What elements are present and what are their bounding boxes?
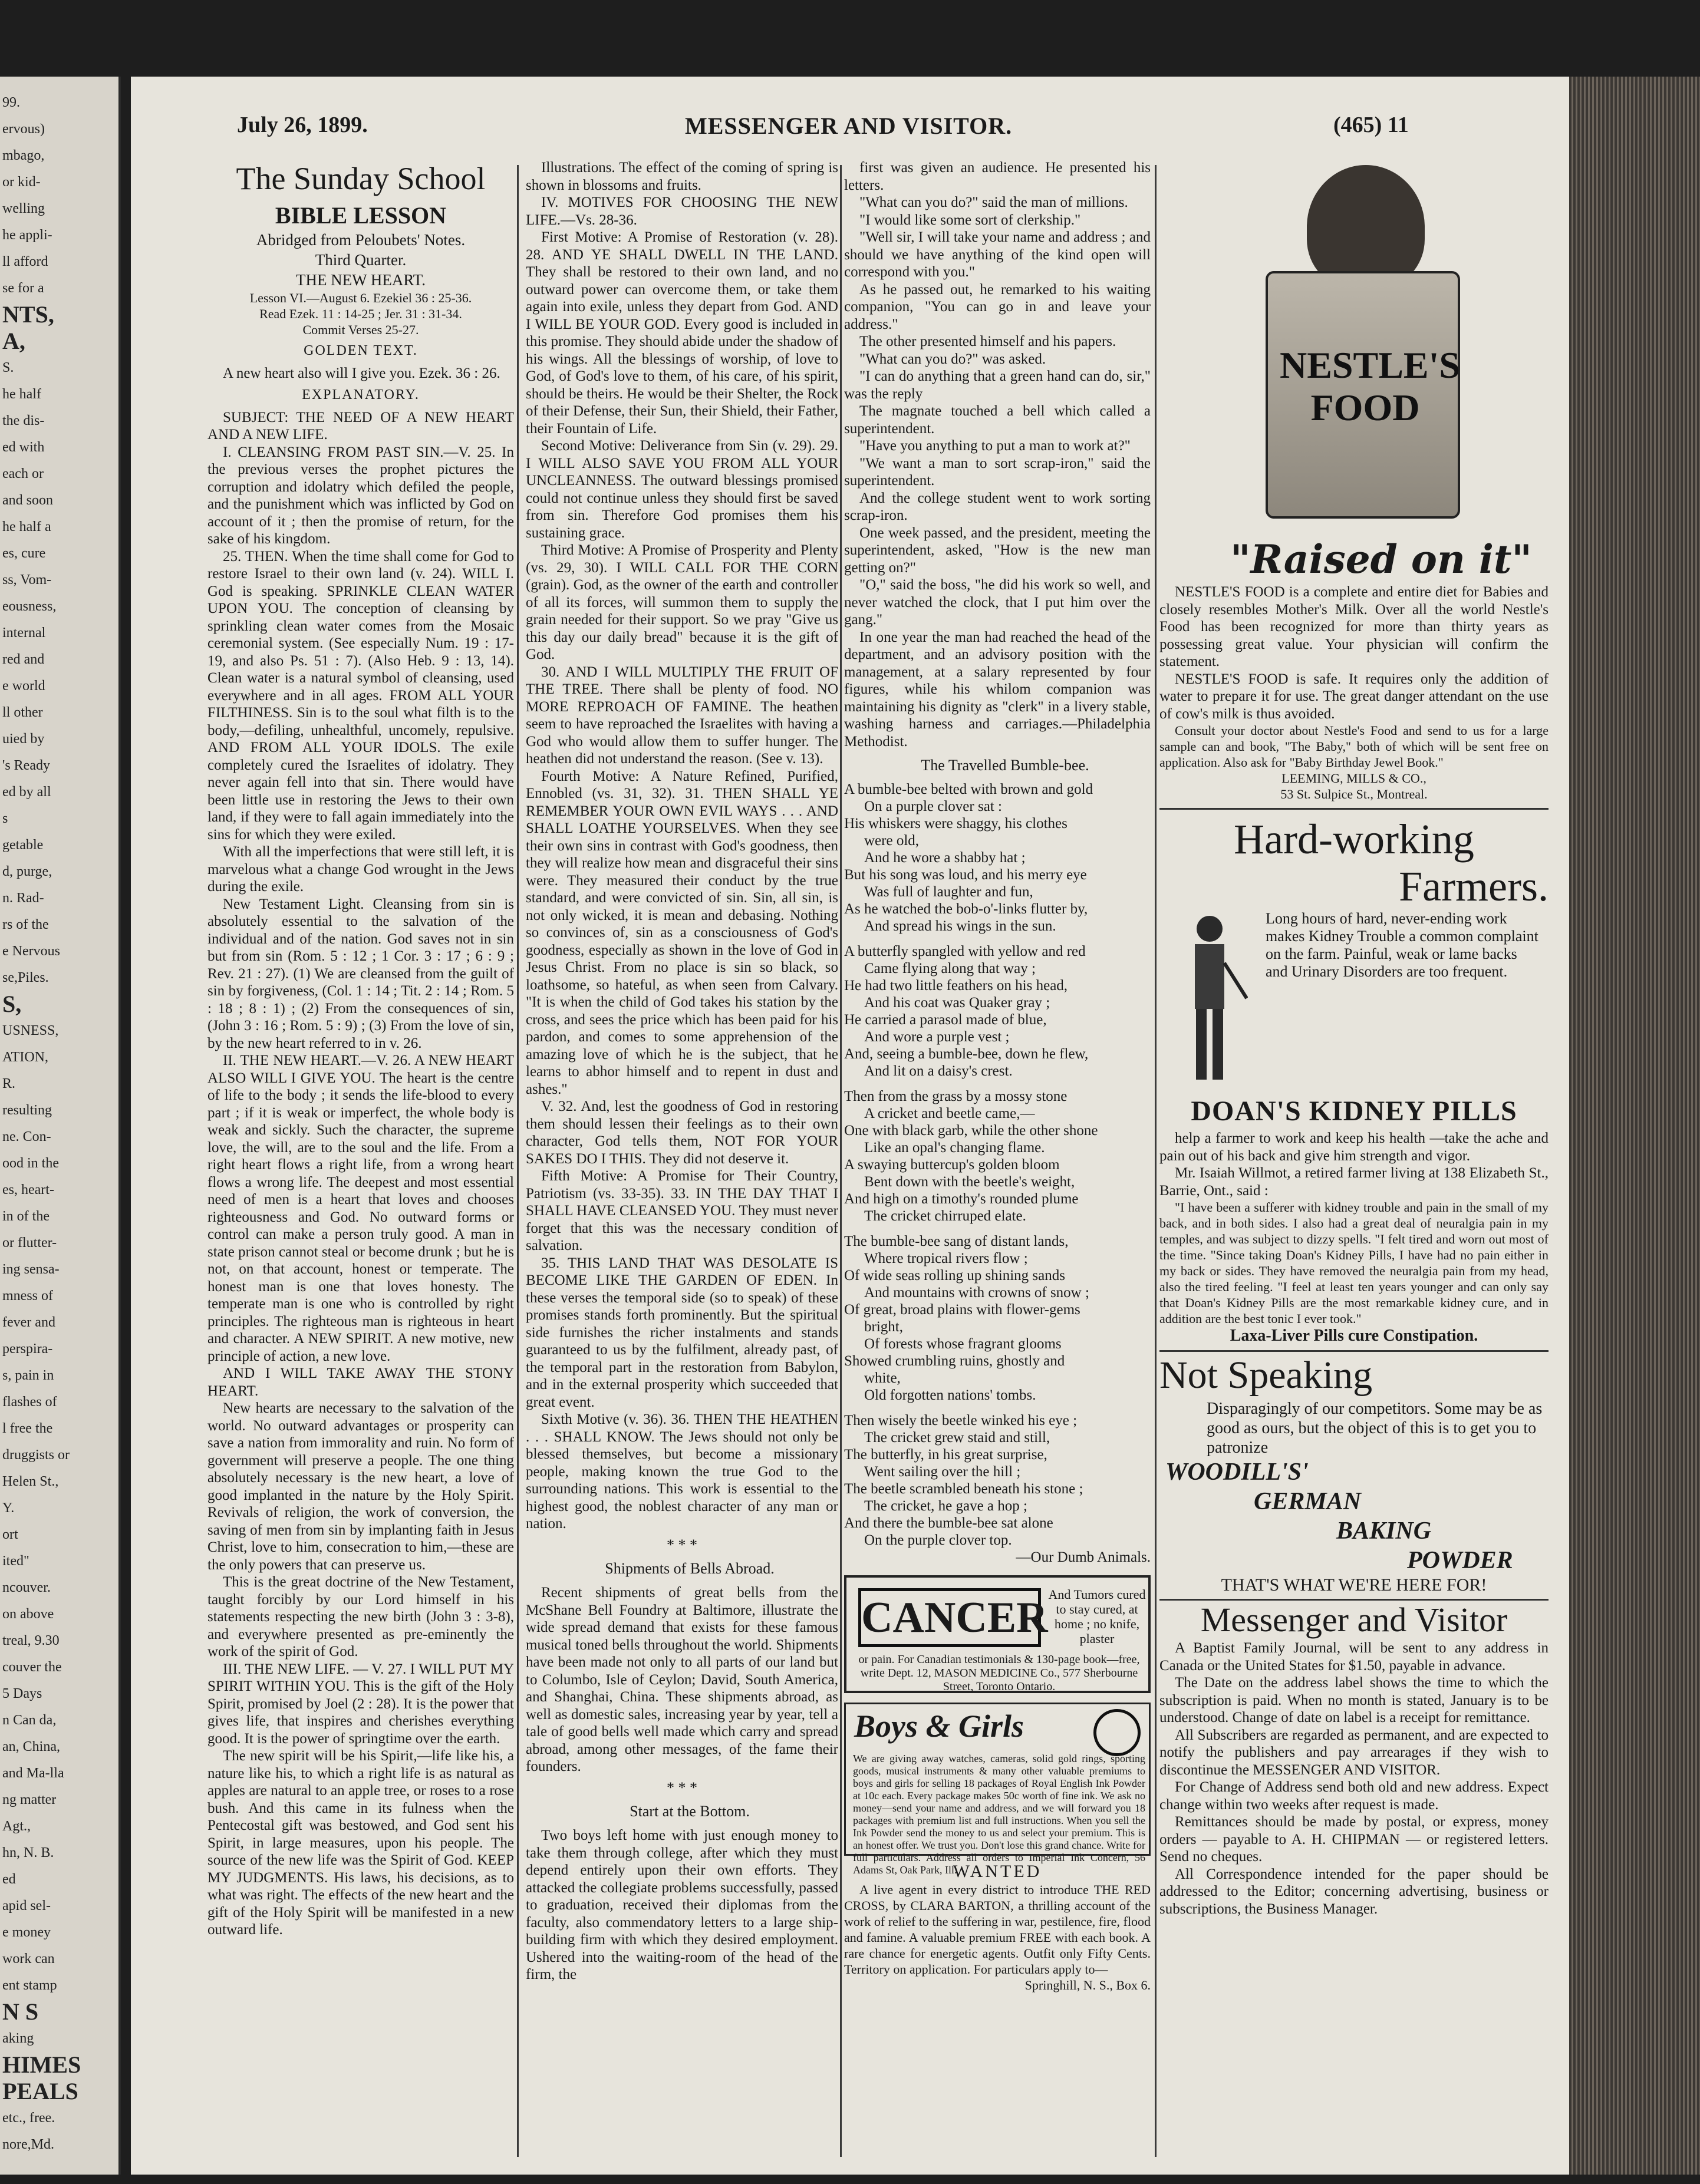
not-speaking-text: Disparagingly of our competitors. Some may be as good as ours, but the object of this is to get you to patronize xyxy=(1207,1400,1543,1457)
nestle-can-label: NESTLE'S FOOD xyxy=(1280,344,1460,428)
poem-line: The bumble-bee sang of distant lands, xyxy=(844,1233,1069,1249)
paragraph: The Date on the address label shows the time to which the subscription is paid. When no month is stated, January is to be understood. Change of date on label is a receipt for remittance. xyxy=(1159,1675,1549,1726)
messenger-visitor-heading: Messenger and Visitor xyxy=(1200,1601,1508,1639)
strip-fragment: red and xyxy=(2,652,45,667)
column-rule xyxy=(1155,165,1157,2157)
strip-fragment: 99. xyxy=(2,95,20,110)
poem-line: And mountains with crowns of snow ; xyxy=(864,1285,1089,1301)
paragraph: Fifth Motive: A Promise for Their Country, Patriotism (vs. 33-35). 33. IN THE DAY THAT I SHALL HAVE CLEANSED YOU. They must never forget that this was the necessary condition of salvation. xyxy=(526,1168,838,1253)
column-adverts xyxy=(1159,159,1549,2163)
not-speaking-heading: Not Speaking xyxy=(1159,1354,1373,1397)
nestle-signature: LEEMING, MILLS & CO., xyxy=(1281,771,1426,786)
laxa-liver-line: Laxa-Liver Pills cure Constipation. xyxy=(1159,1327,1549,1352)
poem-line: And lit on a daisy's crest. xyxy=(864,1063,1013,1079)
paragraph: Third Motive: A Promise of Prosperity and Plenty (vs. 29, 30). I WILL CALL FOR THE CORN (grain). God, as the owner of the earth and controller of all its forces, will summon them to supply the grain needed for their support. So we pray "Give us this day our daily bread" because it is the gift of God. xyxy=(526,542,838,662)
poem-body xyxy=(844,781,1151,1566)
doans-testimonial: "I have been a sufferer with kidney trouble and pain in the small of my back, and in both sides. I also had a great deal of neuralgia pain in my temples, and was subject to dizzy spells. "I felt tired and worn out most of the time. "Since taking Doan's Kidney Pills, I have had no pain either in my back or sides. They have removed the neuralgia pain from my head, also the tired feeling. "I feel at least ten years younger and can only say that Doan's Kidney Pills are the most remarkable kidney cure, and in addition are the best tonic I ever took." xyxy=(1159,1200,1549,1326)
explanatory-heading: EXPLANATORY. xyxy=(302,387,420,403)
strip-fragment: mness of xyxy=(2,1288,53,1304)
strip-fragment: d, purge, xyxy=(2,864,52,879)
strip-fragment: se,Piles. xyxy=(2,970,49,985)
poem-line: Was full of laughter and fun, xyxy=(864,884,1033,900)
paragraph: Illustrations. The effect of the coming of spring is shown in blossoms and fruits. xyxy=(526,160,838,193)
nestle-advert-image xyxy=(1159,159,1549,583)
strip-fragment: ent stamp xyxy=(2,1978,57,1993)
strip-fragment: each or xyxy=(2,466,44,481)
strip-fragment: he half xyxy=(2,387,41,402)
strip-fragment: S, xyxy=(2,991,22,1017)
paragraph: This is the great doctrine of the New Testament, taught forcibly by our Lord himself in his statements respecting the new birth (John 3 : 3-8), and everywhere presented as pre-eminently the work of the spirit of God. xyxy=(207,1574,514,1660)
wanted-address: Springhill, N. S., Box 6. xyxy=(1024,1978,1151,1992)
poem-line: He had two little feathers on his head, xyxy=(844,978,1068,994)
paragraph: The new spirit will be his Spirit,—life like his, a nature like his, to which a right life is as natural as apples are natural to an apple tree, or roses to a rose bush. And this came in its fulness when the Pentecostal gift was bestowed, and God sent his Spirit, in large measures, upon his people. The source of the new life was the Spirit of God. KEEP MY JUDGMENTS. His laws, his decisions, as to what was right. The effects of the new heart and the gift of the Holy Spirit will be manifested in a new outward life. xyxy=(207,1748,514,1938)
strip-fragment: ervous) xyxy=(2,121,45,137)
strip-fragment: treal, 9.30 xyxy=(2,1633,60,1648)
newspaper-page xyxy=(131,77,1569,2175)
adjacent-page-strip xyxy=(0,77,121,2175)
paragraph: The other presented himself and his papers. xyxy=(859,334,1116,349)
strip-fragment: resulting xyxy=(2,1103,52,1118)
woodill-1: WOODILL'S' xyxy=(1165,1459,1309,1486)
strip-fragment: 5 Days xyxy=(2,1686,42,1701)
strip-fragment: aking xyxy=(2,2031,34,2046)
paragraph: "Have you anything to put a man to work at?" xyxy=(859,438,1131,454)
poem-line: Went sailing over the hill ; xyxy=(864,1464,1021,1480)
strip-fragment: apid sel- xyxy=(2,1898,51,1914)
woodill-4: POWDER xyxy=(1407,1547,1513,1574)
strip-fragment: hn, N. B. xyxy=(2,1845,54,1860)
paragraph: In one year the man had reached the head of the department, and an advisory position with the management, at a salary represented by four figures, while his whilom companion was maintaining his dignity as "clerk" in a livery stable, washing harness and carriages.—Philadelphia Methodist. xyxy=(844,629,1151,750)
paragraph: All Correspondence intended for the paper should be addressed to the Editor; concerning advertising, business or subscriptions, the Business Manager. xyxy=(1159,1866,1549,1917)
strip-fragment: on above xyxy=(2,1606,54,1622)
strip-fragment: ss, Vom- xyxy=(2,572,52,588)
paragraph: "I can do anything that a green hand can do, sir," was the reply xyxy=(844,368,1151,402)
strip-fragment: work can xyxy=(2,1951,55,1967)
strip-fragment: ed by all xyxy=(2,784,51,800)
nestle-text-3: Consult your doctor about Nestle's Food and send to us for a large sample can and book, "The Baby," both of which will be sent free on application. Also ask for "Baby Birthday Jewel Book." xyxy=(1159,723,1549,770)
strip-fragment: he appli- xyxy=(2,227,52,243)
paragraph: I. CLEANSING FROM PAST SIN.—V. 25. In the previous verses the prophet pictures the corruption and idolatry which defiled the people, and the punishment which was inflicted by God on account of it ; then the promise of return, for the sake of his kingdom. xyxy=(207,444,514,547)
strip-fragment: internal xyxy=(2,625,46,641)
lesson-title: THE NEW HEART. xyxy=(295,271,426,289)
strip-fragment: uied by xyxy=(2,731,45,747)
paragraph: 30. AND I WILL MULTIPLY THE FRUIT OF THE TREE. There shall be plenty of food. NO MORE REPROACH OF FAMINE. The heathen seem to have reproached the Israelites with having a God who would allow them to suffer hunger. The heathen did not understand the reason. (See v. 13). xyxy=(526,664,838,767)
strip-fragment: e world xyxy=(2,678,45,694)
strip-fragment: Helen St., xyxy=(2,1474,59,1489)
poem-line: Came flying along that way ; xyxy=(864,961,1036,976)
bells-article: Recent shipments of great bells from the McShane Bell Foundry at Baltimore, illustrate the wide spread demand that exists for these famous musical toned bells throughout the world. Shipments have been made not only to all parts of our land but to Columbo, Isle of Ceylon; David, South America, and Shanghai, China. These shipments abroad, as well as domestic sales, increasing year by year, tell a tale of good bells well made which carry and spread abroad, among other messages, of the fame their founders. xyxy=(526,1585,838,1774)
strip-fragment: an, China, xyxy=(2,1739,60,1754)
poem-line: On the purple clover top. xyxy=(864,1532,1012,1548)
strip-fragment: PEALS xyxy=(2,2078,78,2104)
paragraph: III. THE NEW LIFE. — V. 27. I WILL PUT MY SPIRIT WITHIN YOU. This is the gift of the Holy Spirit, promised by Joel (2 : 28). It is the power that gives life, that inspires and cherishes everything good. It is the power of springtime over the earth. xyxy=(207,1661,514,1747)
lesson-body-continued xyxy=(526,159,838,1533)
strip-fragment: ng matter xyxy=(2,1792,57,1807)
cancer-details: or pain. For Canadian testimonials & 130-page book—free, write Dept. 12, MASON MEDICINE Co., 577 Sherbourne Street, Toronto Ontario. xyxy=(858,1653,1140,1693)
paragraph: With all the imperfections that were still left, it is marvelous what a change God wrought in the Jews during the exile. xyxy=(207,844,514,895)
poem-line: His whiskers were shaggy, his clothes xyxy=(844,816,1068,832)
poem-line: Like an opal's changing flame. xyxy=(864,1140,1045,1156)
nestle-can xyxy=(1266,271,1460,519)
nestle-text-1: NESTLE'S FOOD is a complete and entire diet for Babies and closely resembles Mother's Milk. Over all the world Nestle's Food has been recognized for more than thirty years as possessing great value. Your physician will confirm the statement. xyxy=(1159,584,1549,669)
strip-fragment: ne. Con- xyxy=(2,1129,51,1144)
poem-line: And, seeing a bumble-bee, down he flew, xyxy=(844,1046,1089,1062)
farmer-text: Long hours of hard, never-ending work makes Kidney Trouble a common complaint on the farm. Painful, weak or lame backs and Urinary Disorders are too frequent. xyxy=(1266,910,1538,980)
lesson-line: Lesson VI.—August 6. Ezekiel 36 : 25-36. xyxy=(249,291,472,305)
poem-title: The Travelled Bumble-bee. xyxy=(921,757,1089,774)
poem-line: A cricket and beetle came,— xyxy=(864,1106,1035,1121)
strip-fragment: s xyxy=(2,811,8,826)
strip-fragment: ed xyxy=(2,1872,16,1887)
poem-line: And wore a purple vest ; xyxy=(864,1029,1010,1045)
poem-line: The beetle scrambled beneath his stone ; xyxy=(844,1481,1083,1497)
poem-line: And his coat was Quaker gray ; xyxy=(864,995,1050,1011)
strip-fragment: flashes of xyxy=(2,1394,57,1410)
poem-line: Then from the grass by a mossy stone xyxy=(844,1088,1068,1104)
strip-fragment: perspira- xyxy=(2,1341,53,1357)
paragraph: "We want a man to sort scrap-iron," said the superintendent. xyxy=(844,455,1151,489)
separator-stars: * * * xyxy=(667,1536,697,1553)
strip-fragment: and Ma-lla xyxy=(2,1766,64,1781)
strip-fragment: in of the xyxy=(2,1209,50,1224)
paragraph: New Testament Light. Cleansing from sin is absolutely essential to the salvation of the individual and of the nation. God saves not in sin but from sin (Rom. 5 : 12 ; 1 Cor. 3 : 17 ; 6 : 9 ; Rev. 21 : 27). (1) We are cleansed from the guilt of sin by forgiveness, (Col. 1 : 14 ; Tit. 2 : 14 ; Rom. 5 : 18 ; 8 : 1) ; (2) From the consequences of sin, (John 3 : 16 ; Rom. 5 : 9) ; (3) From the love of sin, by the new heart referred to in v. 26. xyxy=(207,896,514,1051)
farmer-block xyxy=(1159,910,1549,1093)
strip-fragment: R. xyxy=(2,1076,16,1091)
poem-line: Of forests whose fragrant glooms xyxy=(864,1336,1062,1352)
poem-line: The cricket grew staid and still, xyxy=(864,1430,1050,1446)
strip-fragment: he half a xyxy=(2,519,51,535)
strip-fragment: ncouver. xyxy=(2,1580,51,1595)
column-sunday-school xyxy=(207,159,514,2163)
doans-testimonial-intro: Mr. Isaiah Willmot, a retired farmer living at 138 Elizabeth St., Barrie, Ont., said : xyxy=(1159,1165,1549,1199)
poem-line: On a purple clover sat : xyxy=(864,799,1002,814)
paragraph: AND I WILL TAKE AWAY THE STONY HEART. xyxy=(207,1365,514,1399)
commit-verses: Commit Verses 25-27. xyxy=(302,322,419,337)
paragraph: first was given an audience. He presented his letters. xyxy=(844,160,1151,193)
strip-fragment: n Can da, xyxy=(2,1713,57,1728)
boys-girls-title: Boys & Girls xyxy=(854,1708,1024,1744)
paragraph: The magnate touched a bell which called a superintendent. xyxy=(844,403,1151,437)
strip-fragment: NTS, xyxy=(2,301,54,328)
column-story-poem xyxy=(844,159,1151,2163)
poem-line: One with black garb, while the other shone xyxy=(844,1123,1098,1139)
paragraph: "I would like some sort of clerkship." xyxy=(859,212,1081,228)
column-lesson-continued xyxy=(526,159,838,2163)
quarter: Third Quarter. xyxy=(315,251,407,269)
strip-fragment: getable xyxy=(2,837,44,853)
poem-line: Then wisely the beetle winked his eye ; xyxy=(844,1413,1078,1428)
paragraph: And the college student went to work sorting scrap-iron. xyxy=(844,490,1151,523)
strip-fragment: N S xyxy=(2,1998,39,2025)
strip-fragment: HIMES xyxy=(2,2051,81,2078)
paragraph: First Motive: A Promise of Restoration (v. 28). 28. AND YE SHALL DWELL IN THE LAND. They shall be restored to their own land, and no outward power can overcome them, or take them again into exile, unless they depart from God. AND I WILL BE YOUR GOD. Every good is included in this promise. They should abide under the shadow of his wings. All the blessings of worship, of love to God, of God's love to them, of his care, of his spirit, should be theirs. He would be their Shelter, the Rock of their Defense, their Sun, their Shield, their Father, their Fountain of Life. xyxy=(526,229,838,437)
strip-fragment: se for a xyxy=(2,281,44,296)
strip-fragment: e Nervous xyxy=(2,943,60,959)
strip-fragment: ort xyxy=(2,1527,18,1542)
column-rule xyxy=(840,165,842,2157)
strip-fragment: 's Ready xyxy=(2,758,50,773)
strip-fragment: Y. xyxy=(2,1500,15,1516)
paragraph: 25. THEN. When the time shall come for God to restore Israel to their own land (v. 24). WILL I. God is speaking. SPRINKLE CLEAN WATER UPON YOU. The conception of cleansing by sprinkling clean water comes from the Mosaic ceremonial system. (See especially Num. 19 : 17-19, and also Ps. 51 : 7). (Also Heb. 9 : 13, 14). Clean water is a natural symbol of cleansing, used everywhere and in all ages. FROM ALL YOUR FILTHINESS. Sin is to the soul what filth is to the body,—defiling, unhealthful, uncomely, repulsive. AND FROM ALL YOUR IDOLS. The exile completely cured the Israelites of idolatry. They never again fell into that sin. There would have been little use in restoring the Jews to their own land, if they were to fall again immediately into the sins for which they were exiled. xyxy=(207,548,514,843)
doans-heading: DOAN'S KIDNEY PILLS xyxy=(1191,1096,1517,1127)
doans-text: help a farmer to work and keep his health —take the ache and pain out of his back and give him strength and vigor. xyxy=(1159,1130,1549,1164)
wanted-text: A live agent in every district to introduce THE RED CROSS, by CLARA BARTON, a thrilling account of the work of relief to the suffering in war, pestilence, fire, flood and famine. A valuable premium FREE with each book. A rare chance for energetic agents. Outfit only Fifty Cents. Territory on application. For particulars apply to— xyxy=(844,1882,1151,1977)
golden-text: A new heart also will I give you. Ezek. 36 : 26. xyxy=(223,365,500,381)
poem-line: A swaying buttercup's golden bloom xyxy=(844,1157,1060,1173)
strip-fragment: ood in the xyxy=(2,1156,59,1171)
bells-heading: Shipments of Bells Abroad. xyxy=(605,1560,775,1577)
wanted-heading: WANTED xyxy=(953,1862,1042,1881)
strip-fragment: ing sensa- xyxy=(2,1262,60,1277)
bottom-heading: Start at the Bottom. xyxy=(630,1803,750,1820)
poem-line: And he wore a shabby hat ; xyxy=(864,850,1026,866)
boys-girls-text: We are giving away watches, cameras, solid gold rings, sporting goods, musical instruments & many other valuable premiums to boys and girls for selling 18 packages of Royal English Ink Powder at 10c each. Every package makes 50c worth of fine ink. We ask no money—send your name and address, and we will forward you 18 packages with premium list and full instructions. When you sell the Ink Powder send the money to us and select your premium. This is an honest offer. We trust you. Don't lose this grand chance. Write for full particulars. Address all orders to Imperial Ink Concern, 56 Adams St, Oak Park, Ill. xyxy=(853,1753,1145,1876)
poem-line: A bumble-bee belted with brown and gold xyxy=(844,781,1093,797)
subject: SUBJECT: THE NEED OF A NEW HEART AND A NEW LIFE. xyxy=(207,409,514,443)
strip-fragment: mbago, xyxy=(2,148,45,163)
column-rule xyxy=(517,165,519,2157)
poem-line: Of wide seas rolling up shining sands xyxy=(844,1268,1065,1284)
masthead-title: MESSENGER AND VISITOR. xyxy=(685,113,1013,139)
strip-fragment: or flutter- xyxy=(2,1235,57,1251)
paragraph: Fourth Motive: A Nature Refined, Purified, Ennobled (vs. 31, 32). 31. THEN SHALL YE REMEMBER YOUR OWN EVIL WAYS . . . AND SHALL LOATHE YOURSELVES. When they see their own sins in contrast with God's goodness, then they will realize how mean and disgraceful their sins were. They measured their conduct by the true standard, and were convicted of sin. Sin, all sin, is not only wicked, it is mean and debasing. Nothing so convinces of, sin as a consciousness of God's goodness, especially as shown in the love of God in Jesus Christ. From no place is sin so black, so loathsome, so hateful, as when seen from Calvary. "It is when the child of God takes his station by the cross, and sees the price which has been paid for his pardon, and comes to some apprehension of the amazing love of which he is the subject, that he learns to abhor himself and to repent in dust and ashes." xyxy=(526,768,838,1097)
strip-fragment: ATION, xyxy=(2,1050,48,1065)
paragraph: New hearts are necessary to the salvation of the world. No outward advantages or prosperity can save a nation from immorality and ruin. No form of government will preserve a people. The one thing absolutely necessary is the new heart, a love of good implanted in the nature by the Holy Spirit. Revivals of religion, the work of conversion, the saving of men from sin by implanting faith in Jesus Christ, love to him, consecration to him,—these are the only powers that can preserve us. xyxy=(207,1400,514,1573)
poem-line: —Our Dumb Animals. xyxy=(1016,1549,1151,1565)
paragraph: V. 32. And, lest the goodness of God in restoring them should lessen their feelings as to their own character, God tells them, NOT FOR YOUR SAKES DO I THIS. They did not deserve it. xyxy=(526,1098,838,1167)
strip-fragment: couver the xyxy=(2,1660,62,1675)
reading: Read Ezek. 11 : 14-25 ; Jer. 31 : 31-34. xyxy=(259,306,462,321)
woodill-2: GERMAN xyxy=(1254,1488,1362,1515)
paragraph: As he passed out, he remarked to his waiting companion, "You can go in and leave your address." xyxy=(844,281,1151,332)
strip-fragment: druggists or xyxy=(2,1447,70,1463)
raised-on-it: "Raised on it" xyxy=(1230,536,1532,582)
strip-fragment: nore,Md. xyxy=(2,2137,54,2152)
abridged-note: Abridged from Peloubets' Notes. xyxy=(256,231,466,249)
poem-line: But his song was loud, and his merry eye xyxy=(844,867,1087,883)
poem-line: The butterfly, in his great surprise, xyxy=(844,1447,1047,1463)
strip-fragment: ll afford xyxy=(2,254,48,269)
messenger-visitor-notices xyxy=(1159,1639,1549,1918)
farmers-heading: Farmers. xyxy=(1399,863,1549,910)
strip-fragment: ll other xyxy=(2,705,43,720)
lesson-heading: BIBLE LESSON xyxy=(275,202,447,229)
poem-line: were old, xyxy=(864,833,920,849)
strip-fragment: es, cure xyxy=(2,546,46,561)
paragraph: For Change of Address send both old and new address. Expect change within two weeks after request is made. xyxy=(1159,1779,1549,1813)
cancer-claim: And Tumors cured to stay cured, at home ; no knife, plaster xyxy=(1048,1587,1146,1646)
paragraph: 35. THIS LAND THAT WAS DESOLATE IS BECOME LIKE THE GARDEN OF EDEN. In these verses the temporal side (so to speak) of these promises stands forth prominently. But the spiritual side furnishes the richer instalments and stands guaranteed to us by the fulfilment, already past, of the temporal part in the restoration from Babylon, and in the external prosperity which succeeded that great event. xyxy=(526,1255,838,1410)
poem-line: bright, xyxy=(864,1319,903,1335)
nestle-address: 53 St. Sulpice St., Montreal. xyxy=(1280,787,1428,801)
poem-line: The cricket, he gave a hop ; xyxy=(864,1498,1027,1514)
paragraph: "O," said the boss, "he did his work so well, and never watched the clock, that I put him over the gang." xyxy=(844,577,1151,628)
poem-line: Of great, broad plains with flower-gems xyxy=(844,1302,1080,1318)
strip-fragment: S. xyxy=(2,360,14,375)
paragraph: One week passed, and the president, meeting the superintendent, asked, "How is the new man getting on?" xyxy=(844,524,1151,576)
paragraph: Remittances should be made by postal, or express, money orders — payable to A. H. CHIPMAN — or registered letters. Send no cheques. xyxy=(1159,1814,1549,1865)
strip-fragment: Agt., xyxy=(2,1819,31,1834)
paragraph: IV. MOTIVES FOR CHOOSING THE NEW LIFE.—Vs. 28-36. xyxy=(526,194,838,228)
cancer-advert xyxy=(844,1575,1151,1693)
issue-date: July 26, 1899. xyxy=(237,113,368,137)
paragraph: All Subscribers are regarded as permanent, and are expected to notify the publishers and pay arrearages if they wish to discontinue the MESSENGER AND VISITOR. xyxy=(1159,1727,1549,1778)
paragraph: II. THE NEW HEART.—V. 26. A NEW HEART ALSO WILL I GIVE YOU. The heart is the centre of life to the body ; it sends the life-blood to every part ; if it is weak or imperfect, the whole body is weak and sickly. Such the character, the supreme love, the will, are to the soul and the life. From a right heart flows a right life, from a wrong heart flows a wrong life. The deepest and most essential need of men is a heart that loves and chooses righteousness and God. No outward forms or control can make a person truly good. A man in state prison cannot steal or become drunk ; but he is not, on that account, honest or temperate. The honest man is one that loves honesty. The temperate man is one who is controlled by right principles. The righteous man is righteous in heart and character. A NEW SPIRIT. A new motive, new principle of action, a new love. xyxy=(207,1053,514,1364)
section-title: The Sunday School xyxy=(236,161,486,196)
strip-fragment: or kid- xyxy=(2,174,41,190)
poem-line: And high on a timothy's rounded plume xyxy=(844,1191,1079,1207)
nestle-text-2: NESTLE'S FOOD is safe. It requires only the addition of water to prepare it for use. The great danger attendant on the use of cow's milk is thus avoided. xyxy=(1159,671,1549,722)
poem-line: Showed crumbling ruins, ghostly and xyxy=(844,1353,1065,1369)
strip-fragment: welling xyxy=(2,201,45,216)
woodill-3: BAKING xyxy=(1336,1517,1432,1545)
strip-fragment: l free the xyxy=(2,1421,53,1436)
poem-line: The cricket chirruped elate. xyxy=(864,1208,1026,1224)
tagline: THAT'S WHAT WE'RE HERE FOR! xyxy=(1159,1575,1549,1601)
paragraph: Second Motive: Deliverance from Sin (v. 29). 29. I WILL ALSO SAVE YOU FROM ALL YOUR UNCLEANNESS. The outward blessings promised could not continue unless they should first be saved from sin. Therefore God promises them his sustaining grace. xyxy=(526,438,838,541)
strip-fragment: and soon xyxy=(2,493,53,508)
poem-line: white, xyxy=(864,1370,901,1386)
page-number: (465) 11 xyxy=(1333,113,1409,137)
farmer-icon xyxy=(1171,910,1248,1087)
strip-fragment: A, xyxy=(2,328,25,354)
paragraph: Sixth Motive (v. 36). 36. THEN THE HEATHEN . . . SHALL KNOW. The Jews should not only be blessed themselves, but become a missionary people, making known the true God to the surrounding nations. This work is essential to the highest good, the noblest character of any man or nation. xyxy=(526,1411,838,1532)
strip-fragment: s, pain in xyxy=(2,1368,54,1383)
poem-line: He carried a parasol made of blue, xyxy=(844,1012,1047,1028)
paragraph: "What can you do?" said the man of millions. xyxy=(859,194,1128,210)
separator-stars: * * * xyxy=(667,1779,697,1796)
strip-fragment: USNESS, xyxy=(2,1023,59,1038)
strip-fragment: es, heart- xyxy=(2,1182,54,1197)
strip-fragment: ited" xyxy=(2,1553,29,1569)
paragraph: "What can you do?" was asked. xyxy=(859,351,1046,367)
poem-line: As he watched the bob-o'-links flutter by, xyxy=(844,901,1088,917)
strip-fragment: the dis- xyxy=(2,413,45,428)
strip-fragment: fever and xyxy=(2,1315,55,1330)
baby-figure-icon xyxy=(1307,165,1425,289)
page-header xyxy=(131,100,1569,147)
paragraph: "Well sir, I will take your name and address ; and should we have anything of the kind open will correspond with you." xyxy=(844,229,1151,280)
poem-line: And spread his wings in the sun. xyxy=(864,918,1056,934)
hard-working-heading: Hard-working xyxy=(1234,816,1474,863)
strip-fragment: e money xyxy=(2,1925,51,1940)
golden-text-heading: GOLDEN TEXT. xyxy=(304,343,418,358)
poem-line: Bent down with the beetle's weight, xyxy=(864,1174,1075,1190)
story-body xyxy=(844,159,1151,750)
strip-fragment: ed with xyxy=(2,440,45,455)
strip-fragment: etc., free. xyxy=(2,2110,55,2126)
poem-line: And there the bumble-bee sat alone xyxy=(844,1515,1053,1531)
strip-fragment: eousness, xyxy=(2,599,57,614)
poem-line: A butterfly spangled with yellow and red xyxy=(844,943,1086,959)
book-edge xyxy=(1569,77,1700,2175)
strip-fragment: n. Rad- xyxy=(2,890,44,906)
lesson-body xyxy=(207,444,514,1939)
poem-line: Old forgotten nations' tombs. xyxy=(864,1387,1036,1403)
poem-line: Where tropical rivers flow ; xyxy=(864,1251,1028,1266)
paragraph: A Baptist Family Journal, will be sent to any address in Canada or the United States for $1.50, payable in advance. xyxy=(1159,1640,1549,1674)
cancer-word: CANCER xyxy=(858,1588,1041,1647)
strip-fragment: rs of the xyxy=(2,917,49,932)
bottom-article: Two boys left home with just enough money to take them through college, after which they must depend entirely upon their own efforts. They attacked the collegiate problems successfully, passed to graduation, received their diplomas from the faculty, also commendatory letters to a large ship-building firm with which they desired employment. Ushered into the waiting-room of the head of the firm, the xyxy=(526,1827,838,1982)
watch-icon xyxy=(1093,1709,1141,1756)
